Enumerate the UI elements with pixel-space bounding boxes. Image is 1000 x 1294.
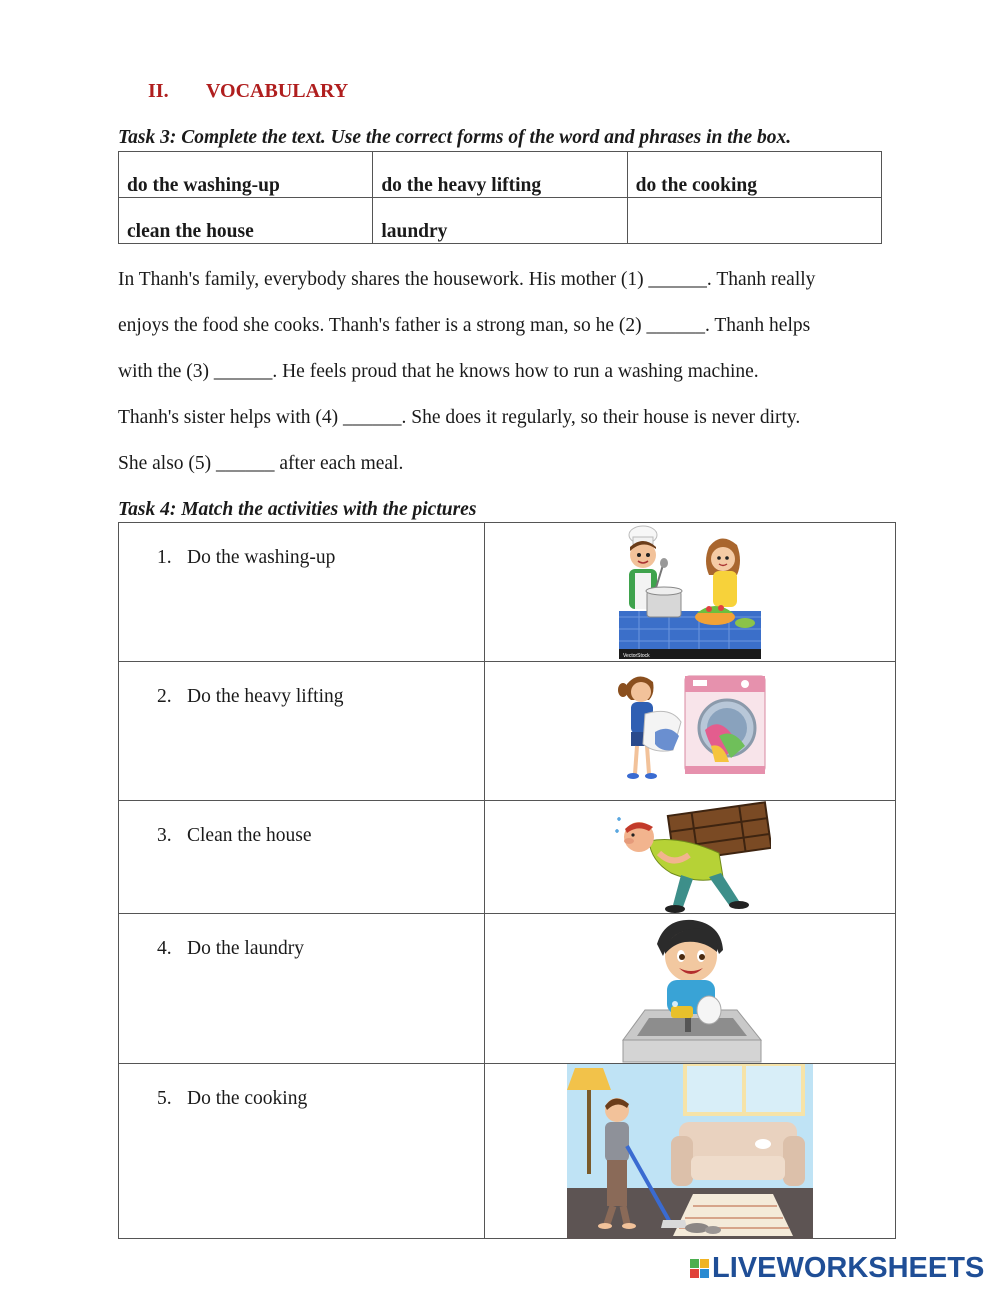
task3-title: Task 3: Complete the text. Use the correct forms of the word and phrases in the box. (118, 127, 792, 148)
word-box-row (119, 152, 882, 198)
passage-line: enjoys the food she cooks. Thanh's father is a strong man, so he (2) ______. Thanh helps (118, 315, 811, 336)
kids-cooking-picture[interactable] (619, 525, 761, 659)
activity-label[interactable]: Do the laundry (187, 938, 304, 959)
word-box-cell: do the heavy lifting (373, 152, 627, 198)
word-box-cell: do the cooking (627, 152, 881, 198)
activity-cell: 2. Do the heavy lifting (119, 662, 485, 801)
passage-line: Thanh's sister helps with (4) ______. She does it regularly, so their house is never dirty. (118, 407, 801, 428)
word-box-cell (627, 198, 881, 244)
picture-cell (485, 914, 896, 1064)
table-row (119, 662, 896, 801)
table-row (119, 914, 896, 1064)
watermark-text: VectorStock (623, 653, 650, 659)
logo-mark-icon (690, 1259, 709, 1278)
man-carrying-crate-picture[interactable] (609, 801, 771, 913)
liveworksheets-logo (690, 1252, 984, 1285)
word-box-cell: do the washing-up (119, 152, 373, 198)
man-mopping-room-picture[interactable] (567, 1064, 813, 1239)
word-box-row (119, 198, 882, 244)
picture-cell (485, 662, 896, 801)
picture-cell (485, 1064, 896, 1239)
logo-text: LIVEWORKSHEETS (712, 1252, 985, 1284)
table-row (119, 523, 896, 662)
table-row (119, 801, 896, 914)
activity-cell: 1. Do the washing-up (119, 523, 485, 662)
picture-cell (485, 801, 896, 914)
activity-label[interactable]: Do the heavy lifting (187, 686, 344, 707)
table-row (119, 1064, 896, 1239)
activity-cell: 4. Do the laundry (119, 914, 485, 1064)
activity-cell: 5. Do the cooking (119, 1064, 485, 1239)
passage-line: In Thanh's family, everybody shares the housework. His mother (1) ______. Thanh really (118, 269, 816, 290)
section-number: II. (148, 80, 169, 102)
activity-label[interactable]: Do the cooking (187, 1088, 308, 1109)
boy-washing-dishes-picture[interactable] (615, 914, 767, 1064)
passage-line: She also (5) ______ after each meal. (118, 453, 404, 474)
activity-label[interactable]: Clean the house (187, 825, 312, 846)
task4-title: Task 4: Match the activities with the pictures (118, 499, 477, 520)
word-box-cell: laundry (373, 198, 627, 244)
word-box (118, 151, 882, 244)
girl-laundry-picture[interactable] (615, 666, 769, 786)
activity-label[interactable]: Do the washing-up (187, 547, 336, 568)
activity-cell: 3. Clean the house (119, 801, 485, 914)
passage-line: with the (3) ______. He feels proud that he knows how to run a washing machine. (118, 361, 759, 382)
word-box-cell: clean the house (119, 198, 373, 244)
matching-table (118, 522, 896, 1239)
section-title: VOCABULARY (206, 80, 349, 102)
picture-cell (485, 523, 896, 662)
section-heading (148, 80, 348, 103)
